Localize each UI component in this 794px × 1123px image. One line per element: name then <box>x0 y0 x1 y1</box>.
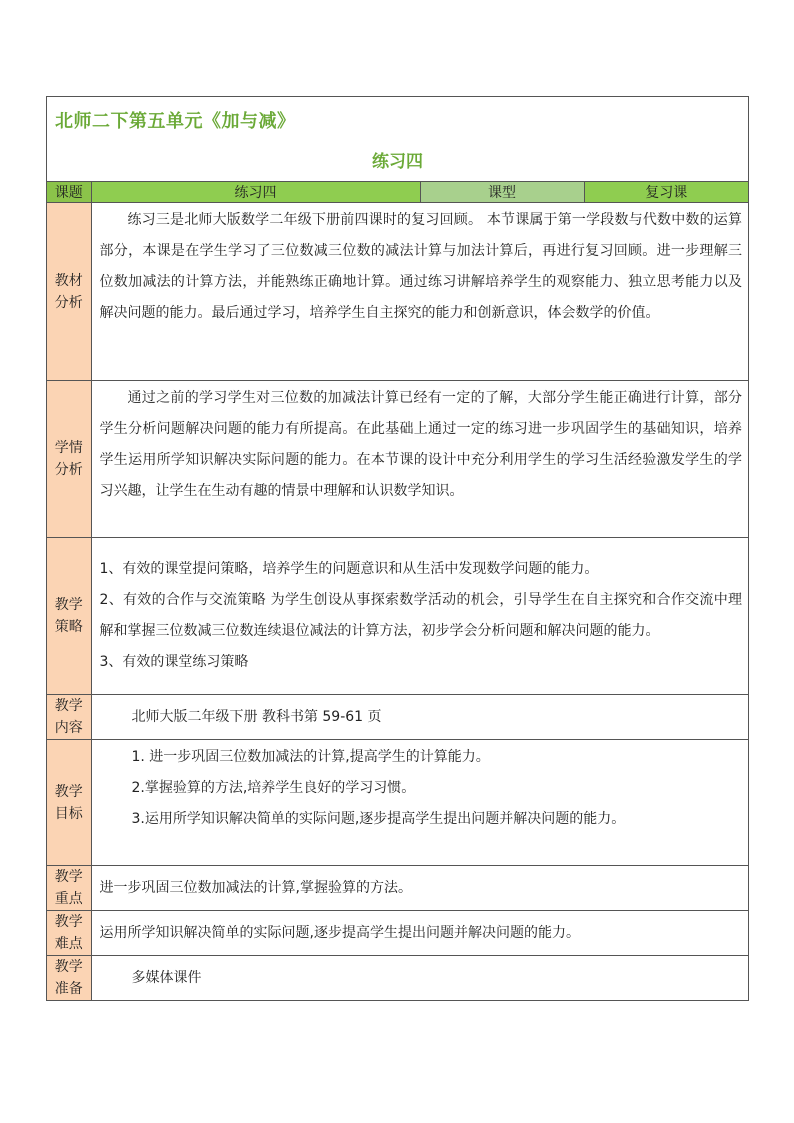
strategy-row <box>47 538 748 695</box>
lesson-title: 练习四 <box>372 152 423 172</box>
preparation-text: 多媒体课件 <box>91 956 748 1001</box>
content-text: 北师大版二年级下册 教科书第 59-61 页 <box>91 695 748 740</box>
preparation-label: 教学 准备 <box>47 956 91 1001</box>
key-points-row <box>47 866 748 911</box>
objective-item: 3.运用所学知识解决简单的实际问题,逐步提高学生提出问题并解决问题的能力。 <box>131 811 626 827</box>
lesson-plan-sheet <box>46 96 749 1001</box>
info-row <box>47 182 748 203</box>
preparation-row <box>47 956 748 1001</box>
key-points-label: 教学 重点 <box>47 866 91 911</box>
difficulties-label: 教学 难点 <box>47 911 91 956</box>
student-analysis-row <box>47 381 748 538</box>
topic-label: 课题 <box>47 182 91 203</box>
key-points-text: 进一步巩固三位数加减法的计算,掌握验算的方法。 <box>91 866 748 911</box>
type-label: 课型 <box>420 182 584 203</box>
content-row <box>47 695 748 740</box>
objectives-list <box>91 740 748 866</box>
strategy-item: 3、有效的课堂练习策略 <box>99 654 249 670</box>
student-analysis-text: 通过之前的学习学生对三位数的加减法计算已经有一定的了解，大部分学生能正确进行计算，部分学生分析问题解决问题的能力有所提高。在此基础上通过一定的练习进一步巩固学生的基础知识，培养学生运用所学知识解决实际问题的能力。在本节课的设计中充分利用学生的学习生活经验激发学生的学习兴趣，让学生在生动有趣的情景中理解和认识数学知识。 <box>91 381 748 538</box>
textbook-analysis-text: 练习三是北师大版数学二年级下册前四课时的复习回顾。 本节课属于第一学段数与代数中数的运算部分，本课是在学生学习了三位数减三位数的减法计算与加法计算后，再进行复习回顾。进一步理解三位数加减法的计算方法，并能熟练正确地计算。通过练习讲解培养学生的观察能力、独立思考能力以及解决问题的能力。最后通过学习，培养学生自主探究的能力和创新意识，体会数学的价值。 <box>91 203 748 381</box>
textbook-analysis-label: 教材 分析 <box>47 203 91 381</box>
student-analysis-label: 学情 分析 <box>47 381 91 538</box>
difficulties-text: 运用所学知识解决简单的实际问题,逐步提高学生提出问题并解决问题的能力。 <box>91 911 748 956</box>
objectives-row <box>47 740 748 866</box>
objective-item: 1. 进一步巩固三位数加减法的计算,提高学生的计算能力。 <box>131 749 490 765</box>
difficulties-row <box>47 911 748 956</box>
title-block <box>47 97 748 182</box>
textbook-analysis-row <box>47 203 748 381</box>
type-value: 复习课 <box>584 182 748 203</box>
topic-value: 练习四 <box>91 182 420 203</box>
strategy-list <box>91 538 748 695</box>
strategy-label: 教学 策略 <box>47 538 91 695</box>
strategy-item: 2、有效的合作与交流策略 为学生创设从事探索数学活动的机会，引导学生在自主探究和合作交流中理解和掌握三位数减三位数连续退位减法的计算方法，初步学会分析问题和解决问题的能力。 <box>99 592 742 639</box>
objectives-label: 教学 目标 <box>47 740 91 866</box>
lesson-plan-table <box>47 182 748 1000</box>
unit-title: 北师二下第五单元《加与减》 <box>55 111 296 132</box>
objective-item: 2.掌握验算的方法,培养学生良好的学习习惯。 <box>131 780 416 796</box>
strategy-item: 1、有效的课堂提问策略，培养学生的问题意识和从生活中发现数学问题的能力。 <box>99 561 599 577</box>
content-label: 教学 内容 <box>47 695 91 740</box>
